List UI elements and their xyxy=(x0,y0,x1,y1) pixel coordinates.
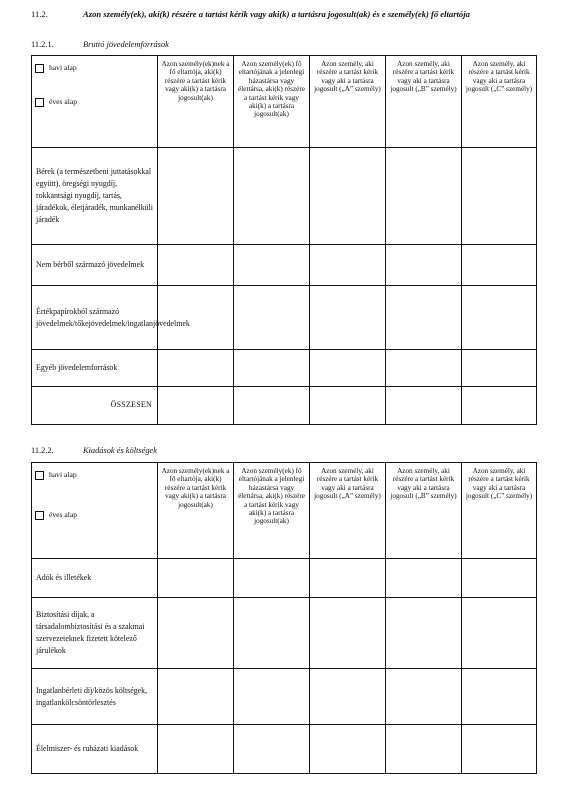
input-cell[interactable] xyxy=(386,286,462,350)
income-yearly-option[interactable] xyxy=(35,98,77,107)
column-header-person-c: Azon személy, aki részére a tartást kérik vagy aki a tartásra jogosult („C” személy) xyxy=(462,463,537,559)
input-cell[interactable] xyxy=(234,245,310,286)
input-cell[interactable] xyxy=(234,598,310,669)
row-label-rent: Ingatlanbérleti díj/közös költségek, ingatlankölcsöntörlesztés xyxy=(32,669,158,725)
input-cell[interactable] xyxy=(158,669,234,725)
input-cell[interactable] xyxy=(386,148,462,245)
input-cell[interactable] xyxy=(310,286,386,350)
column-header-person-b: Azon személy, aki részére a tartást kérik vagy aki a tartásra jogosult („B” személy) xyxy=(386,463,462,559)
input-cell[interactable] xyxy=(386,387,462,425)
income-yearly-checkbox[interactable] xyxy=(35,98,44,107)
income-monthly-label: havi alap xyxy=(49,63,77,73)
column-header-person-a: Azon személy, aki részére a tartást kérik vagy aki a tartásra jogosult („A” személy) xyxy=(310,463,386,559)
input-cell[interactable] xyxy=(158,387,234,425)
income-basis-selector xyxy=(32,56,158,148)
input-cell[interactable] xyxy=(234,286,310,350)
input-cell[interactable] xyxy=(462,286,537,350)
input-cell[interactable] xyxy=(310,148,386,245)
input-cell[interactable] xyxy=(462,669,537,725)
income-header-row xyxy=(32,56,537,148)
income-table xyxy=(31,55,537,425)
input-cell[interactable] xyxy=(310,725,386,774)
input-cell[interactable] xyxy=(386,559,462,598)
section-number: 11.2. xyxy=(31,9,48,19)
input-cell[interactable] xyxy=(158,598,234,669)
input-cell[interactable] xyxy=(158,725,234,774)
column-header-spouse: Azon személy(ek) fő eltartójának a jelenlegi házastársa vagy élettársa, aki(k) részére a tartást kérik vagy aki(k) a tartásra jogosult(ak) xyxy=(234,463,310,559)
table-row xyxy=(32,148,537,245)
table-row xyxy=(32,598,537,669)
row-label-securities-income: Értékpapírokból származó jövedelmek/tőkejövedelmek/ingatlanjövedelmek xyxy=(32,286,158,350)
input-cell[interactable] xyxy=(386,245,462,286)
input-cell[interactable] xyxy=(310,387,386,425)
input-cell[interactable] xyxy=(158,559,234,598)
table-row xyxy=(32,245,537,286)
input-cell[interactable] xyxy=(310,559,386,598)
input-cell[interactable] xyxy=(462,598,537,669)
row-label-insurance: Biztosítási díjak, a társadalombiztosítási és a szakmai szervezeteknek fizetett kötelező járulékok xyxy=(32,598,158,669)
income-monthly-option[interactable] xyxy=(35,64,77,73)
input-cell[interactable] xyxy=(234,725,310,774)
table-row xyxy=(32,559,537,598)
input-cell[interactable] xyxy=(310,350,386,387)
expenses-monthly-option[interactable] xyxy=(35,471,77,480)
input-cell[interactable] xyxy=(158,350,234,387)
expenses-yearly-label: éves alap xyxy=(49,510,78,520)
input-cell[interactable] xyxy=(310,598,386,669)
input-cell[interactable] xyxy=(386,598,462,669)
column-header-spouse: Azon személy(ek) fő eltartójának a jelenlegi házastársa vagy élettársa, aki(k) részére a tartást kérik vagy aki(k) a tartásra jogosult(ak) xyxy=(234,56,310,148)
column-header-maintainer: Azon személy(ek)nek a fő eltartója, aki(k) részére a tartást kérik vagy aki(k) a tartásra jogosult(ak) xyxy=(158,56,234,148)
expenses-monthly-checkbox[interactable] xyxy=(35,471,44,480)
table-row xyxy=(32,286,537,350)
income-monthly-checkbox[interactable] xyxy=(35,64,44,73)
input-cell[interactable] xyxy=(234,559,310,598)
input-cell[interactable] xyxy=(462,350,537,387)
expenses-monthly-label: havi alap xyxy=(49,470,77,480)
input-cell[interactable] xyxy=(158,245,234,286)
input-cell[interactable] xyxy=(234,148,310,245)
expenses-subsection-title: Kiadások és költségek xyxy=(83,446,157,455)
table-row xyxy=(32,350,537,387)
column-header-person-a: Azon személy, aki részére a tartást kérik vagy aki a tartásra jogosult („A” személy) xyxy=(310,56,386,148)
section-title: Azon személy(ek), aki(k) részére a tartást kérik vagy aki(k) a tartásra jogosult(ak) és e személy(ek) fő eltartója xyxy=(83,9,470,19)
income-subsection-title: Bruttó jövedelemforrások xyxy=(83,40,169,49)
row-label-non-wage-income: Nem bérből származó jövedelmek xyxy=(32,245,158,286)
column-header-person-c: Azon személy, aki részére a tartást kérik vagy aki a tartásra jogosult („C” személy) xyxy=(462,56,537,148)
input-cell[interactable] xyxy=(234,350,310,387)
row-label-other-income: Egyéb jövedelemforrások xyxy=(32,350,158,387)
row-label-total: ÖSSZESEN xyxy=(32,387,158,425)
column-header-person-b: Azon személy, aki részére a tartást kérik vagy aki a tartásra jogosult („B” személy) xyxy=(386,56,462,148)
input-cell[interactable] xyxy=(386,350,462,387)
row-label-taxes: Adók és illetékek xyxy=(32,559,158,598)
table-row xyxy=(32,387,537,425)
input-cell[interactable] xyxy=(234,669,310,725)
input-cell[interactable] xyxy=(310,669,386,725)
expenses-yearly-option[interactable] xyxy=(35,511,77,520)
income-yearly-label: éves alap xyxy=(49,97,78,107)
input-cell[interactable] xyxy=(462,245,537,286)
row-label-food-clothing: Élelmiszer- és ruházati kiadások xyxy=(32,725,158,774)
input-cell[interactable] xyxy=(462,725,537,774)
input-cell[interactable] xyxy=(462,559,537,598)
expenses-subsection-number: 11.2.2. xyxy=(31,446,54,455)
table-row xyxy=(32,669,537,725)
input-cell[interactable] xyxy=(310,245,386,286)
row-label-wages: Bérek (a természetbeni juttatásokkal együtt), öregségi nyugdíj, rokkantsági nyugdíj, tartás, járadékok, életjáradék, munkanélküli járadék xyxy=(32,148,158,245)
input-cell[interactable] xyxy=(158,148,234,245)
input-cell[interactable] xyxy=(158,286,234,350)
input-cell[interactable] xyxy=(386,669,462,725)
income-subsection-number: 11.2.1. xyxy=(31,40,54,49)
input-cell[interactable] xyxy=(462,148,537,245)
table-row xyxy=(32,725,537,774)
expenses-table xyxy=(31,462,537,774)
input-cell[interactable] xyxy=(386,725,462,774)
expenses-basis-selector xyxy=(32,463,158,559)
expenses-header-row xyxy=(32,463,537,559)
expenses-yearly-checkbox[interactable] xyxy=(35,511,44,520)
column-header-maintainer: Azon személy(ek)nek a fő eltartója, aki(k) részére a tartást kérik vagy aki(k) a tartásra jogosult(ak) xyxy=(158,463,234,559)
input-cell[interactable] xyxy=(462,387,537,425)
input-cell[interactable] xyxy=(234,387,310,425)
